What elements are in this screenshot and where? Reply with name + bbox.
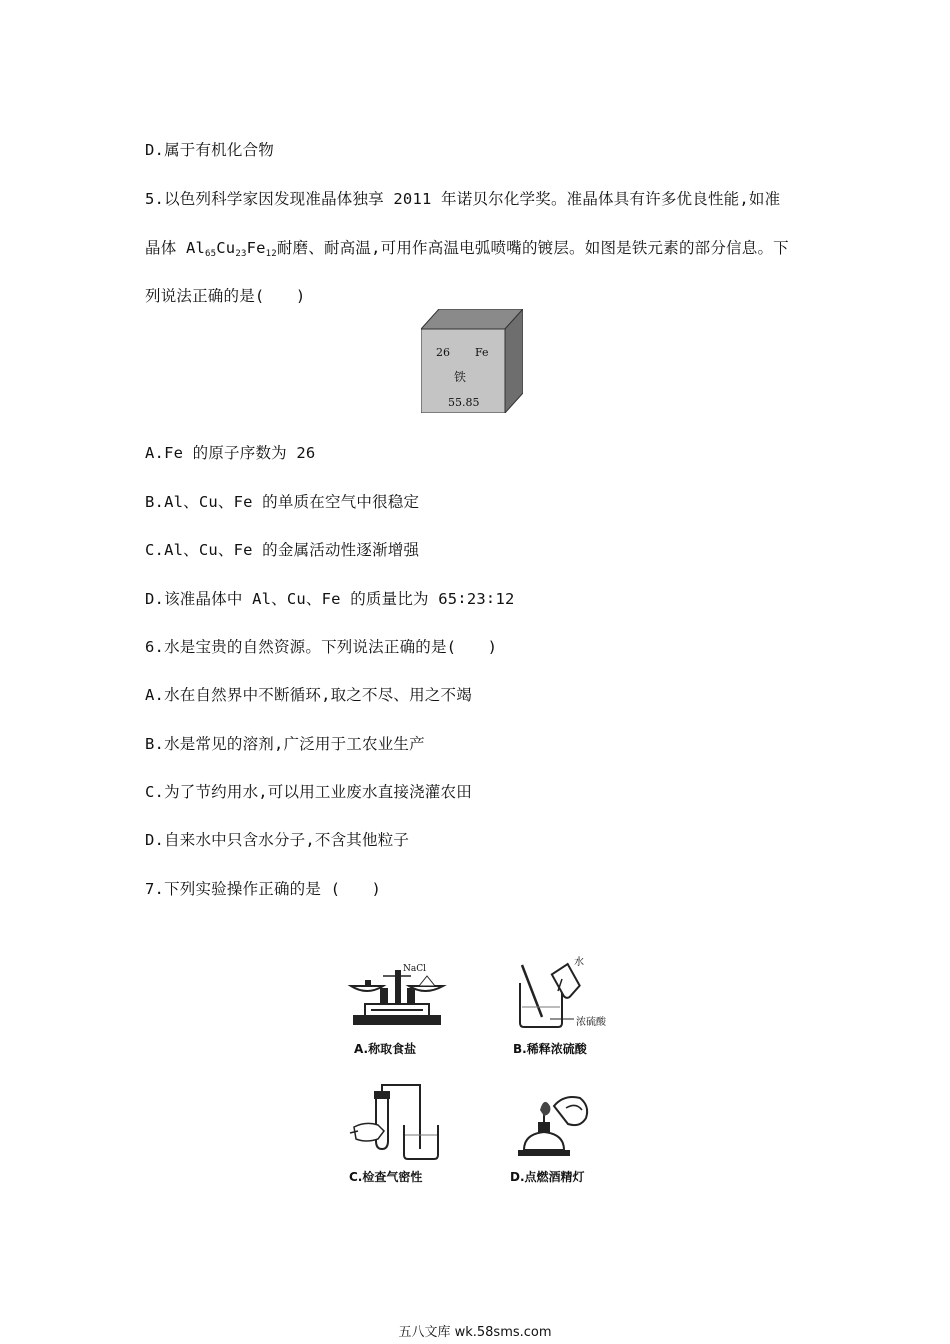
q6-option-a: A.水在自然界中不断循环,取之不尽、用之不竭	[145, 686, 472, 704]
acid-label: 浓硫酸	[576, 1017, 606, 1028]
figure-beaker-dilution	[510, 955, 620, 1035]
q5-option-d: D.该准晶体中 Al、Cu、Fe 的质量比为 65∶23∶12	[145, 590, 515, 608]
q7-stem: 7.下列实验操作正确的是 ( )	[145, 880, 382, 898]
element-card-iron	[421, 309, 523, 413]
nacl-label: NaCl	[403, 964, 427, 974]
element-symbol: Fe	[475, 346, 489, 359]
figure-airtightness-check	[348, 1083, 448, 1163]
q5-stem-line2: 晶体 $Al_{65}Cu_{23}Fe_{12}$耐磨、耐高温,可用作高温电弧喷嘴的镀层。如图是铁元素的部分信息。下	[145, 239, 789, 259]
formula-al: Al	[185, 239, 206, 257]
element-name: 铁	[454, 370, 467, 384]
q5-option-c: C.Al、Cu、Fe 的金属活动性逐渐增强	[145, 541, 420, 559]
figure-a-caption: A.称取食盐	[354, 1042, 417, 1056]
atomic-mass: 55.85	[448, 396, 480, 409]
q5-stem-line3: 列说法正确的是( )	[145, 287, 306, 305]
figure-alcohol-lamp	[510, 1088, 600, 1163]
q5-option-b: B.Al、Cu、Fe 的单质在空气中很稳定	[145, 493, 420, 511]
q4-option-d: D.属于有机化合物	[145, 141, 274, 159]
q5-option-a: A.Fe 的原子序数为 26	[145, 444, 316, 462]
q5-stem-line1: 5.以色列科学家因发现准晶体独享 2011 年诺贝尔化学奖。准晶体具有许多优良性能,如准	[145, 190, 781, 208]
footer-watermark: 五八文库 wk.58sms.com	[398, 1325, 552, 1340]
figure-d-caption: D.点燃酒精灯	[510, 1170, 585, 1184]
figure-b-caption: B.稀释浓硫酸	[513, 1042, 587, 1056]
figure-balance-scale	[345, 960, 450, 1030]
q6-option-b: B.水是常见的溶剂,广泛用于工农业生产	[145, 735, 425, 753]
water-label: 水	[574, 957, 584, 968]
atomic-number: 26	[436, 346, 450, 359]
q6-stem: 6.水是宝贵的自然资源。下列说法正确的是( )	[145, 638, 498, 656]
formula-fe: Fe	[246, 239, 266, 257]
formula-cu: Cu	[216, 239, 236, 257]
q6-option-c: C.为了节约用水,可以用工业废水直接浇灌农田	[145, 783, 472, 801]
figure-c-caption: C.检查气密性	[349, 1170, 423, 1184]
q6-option-d: D.自来水中只含水分子,不含其他粒子	[145, 831, 410, 849]
